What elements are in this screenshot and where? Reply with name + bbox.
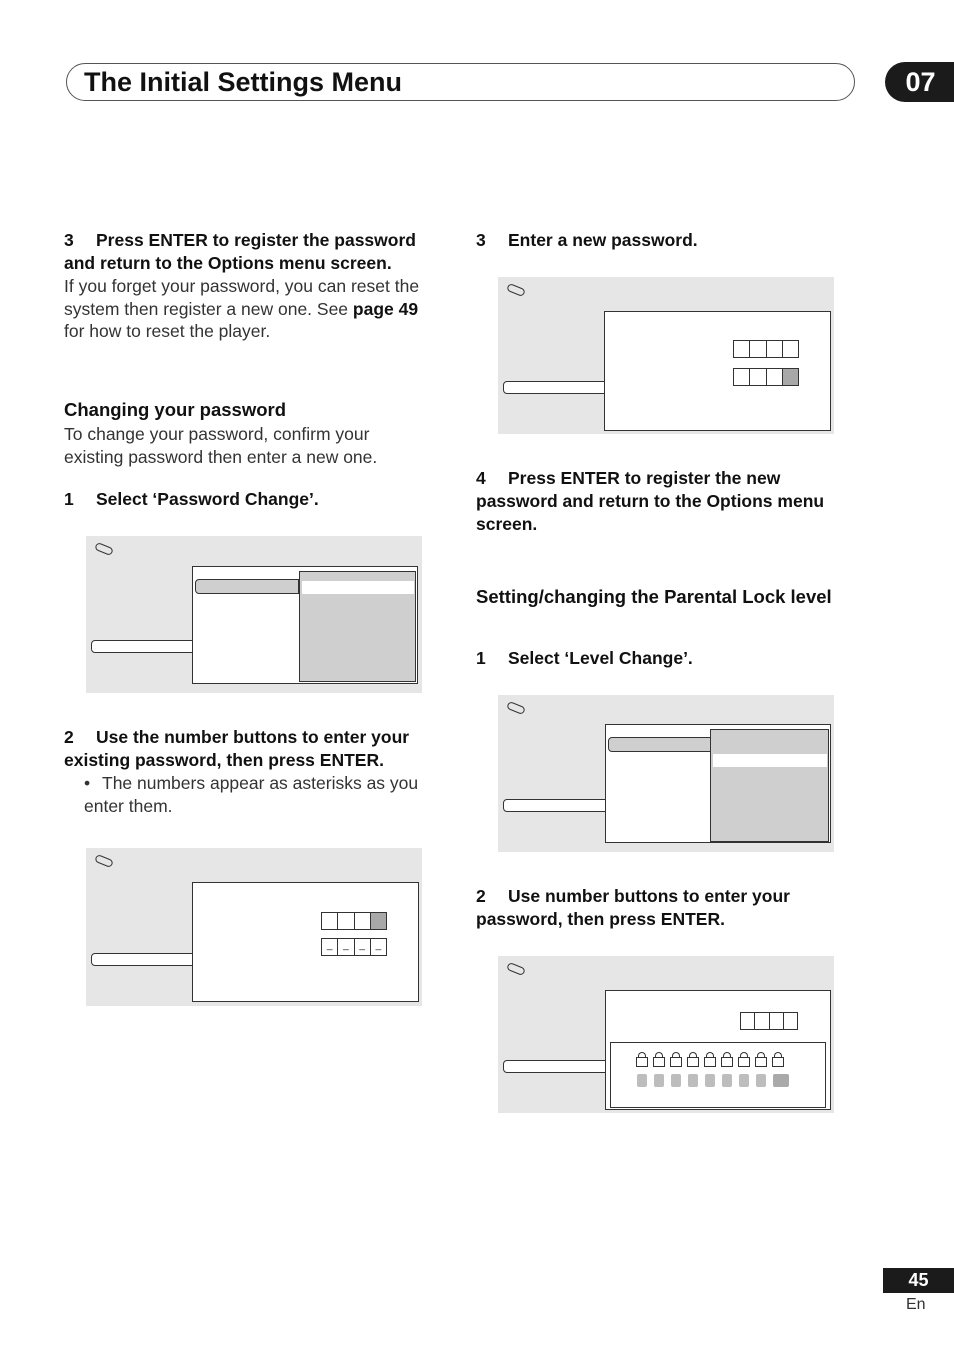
level-slot[interactable]	[688, 1074, 698, 1087]
digit-slot	[770, 1013, 784, 1029]
lock-icon	[772, 1052, 784, 1066]
page-number: 45	[883, 1268, 954, 1293]
highlighted-item[interactable]	[713, 754, 827, 767]
digit-slot-cursor	[783, 369, 798, 385]
digit-slot	[750, 369, 766, 385]
page-title: The Initial Settings Menu	[84, 67, 403, 97]
underscore-slot: _	[322, 939, 338, 955]
step-text: Select ‘Level Change’.	[508, 648, 693, 668]
password-panel	[604, 311, 831, 431]
disc-icon	[506, 283, 526, 297]
step-number: 2	[476, 886, 486, 906]
submenu-panel	[710, 729, 829, 842]
highlighted-item[interactable]	[302, 581, 414, 594]
digit-slot	[734, 369, 750, 385]
lock-level-selector[interactable]	[637, 1074, 789, 1087]
screen-parental-lock-level	[498, 956, 834, 1113]
submenu-panel	[299, 571, 416, 682]
step-number: 1	[476, 648, 486, 668]
step-number: 3	[64, 230, 74, 250]
lock-icon	[653, 1052, 665, 1066]
level-slot[interactable]	[637, 1074, 647, 1087]
lock-icon	[670, 1052, 682, 1066]
left-step-3	[64, 229, 444, 275]
paragraph-text-end: for how to reset the player.	[64, 321, 271, 341]
digit-slot	[355, 913, 371, 929]
screen-password-change-menu	[86, 536, 422, 693]
new-password-box[interactable]	[733, 368, 799, 386]
step-text: Select ‘Password Change’.	[96, 489, 319, 509]
underscore-slot: _	[338, 939, 354, 955]
page-reference-link[interactable]: page 49	[352, 298, 419, 319]
step-text: Use number buttons to enter your password, then press ENTER.	[476, 886, 790, 929]
menu-tab	[503, 1060, 607, 1073]
step-text: Press ENTER to register the password and return to the Options menu screen.	[64, 230, 416, 273]
changing-password-paragraph: To change your password, confirm your existing password then enter a new one.	[64, 424, 378, 467]
step-text: Use the number buttons to enter your existing password, then press ENTER.	[64, 727, 410, 770]
password-entry-box[interactable]	[733, 340, 799, 358]
right-step-4	[476, 467, 856, 536]
screen-existing-password	[86, 848, 422, 1006]
disc-icon	[506, 962, 526, 976]
step-number: 4	[476, 468, 486, 488]
language-label: En	[906, 1296, 926, 1313]
chapter-tab: 07	[885, 62, 954, 102]
level-slot[interactable]	[722, 1074, 732, 1087]
lock-icon	[721, 1052, 733, 1066]
digit-slot	[755, 1013, 769, 1029]
lock-icon	[738, 1052, 750, 1066]
screen-new-password	[498, 277, 834, 434]
digit-slot	[767, 369, 783, 385]
screen-level-change-menu	[498, 695, 834, 852]
lock-icon	[755, 1052, 767, 1066]
left-step-1	[64, 488, 444, 511]
step-text: Press ENTER to register the new password and return to the Options menu screen.	[476, 468, 825, 534]
underscore-slot: _	[375, 940, 382, 951]
level-slot[interactable]	[654, 1074, 664, 1087]
level-slot-selected[interactable]	[773, 1074, 789, 1087]
lock-level-icons	[636, 1052, 784, 1066]
left-step-2	[64, 726, 448, 772]
digit-slot	[750, 341, 766, 357]
forgot-password-paragraph	[64, 275, 424, 343]
step-number: 2	[64, 727, 74, 747]
parental-lock-heading: Setting/changing the Parental Lock level	[476, 586, 832, 607]
password-entry-box[interactable]	[740, 1012, 798, 1030]
step-number: 1	[64, 489, 74, 509]
step-number: 3	[476, 230, 486, 250]
level-slot[interactable]	[739, 1074, 749, 1087]
right-step-1	[476, 647, 856, 670]
changing-password-heading: Changing your password	[64, 399, 287, 420]
level-slot[interactable]	[671, 1074, 681, 1087]
options-panel	[192, 566, 418, 684]
level-slot[interactable]	[705, 1074, 715, 1087]
selected-option[interactable]	[608, 737, 712, 752]
lock-icon	[704, 1052, 716, 1066]
lock-icon	[636, 1052, 648, 1066]
digit-slot	[784, 1013, 797, 1029]
digit-slot	[767, 341, 783, 357]
underscore-slot: _	[355, 939, 371, 955]
paragraph-text: If you forget your password, you can reset the system then register a new one. See	[64, 276, 420, 319]
menu-tab	[503, 799, 607, 812]
password-panel	[605, 990, 831, 1110]
digit-slot	[322, 913, 338, 929]
password-entry-box[interactable]	[321, 912, 387, 930]
bullet-text: The numbers appear as asterisks as you enter them.	[84, 773, 419, 816]
bullet-marker: •	[84, 773, 91, 793]
digit-slot-cursor	[371, 913, 386, 929]
password-panel	[192, 882, 419, 1002]
digit-slot	[338, 913, 354, 929]
digit-slot	[734, 341, 750, 357]
digit-slot	[783, 341, 798, 357]
new-password-box[interactable]	[321, 938, 387, 956]
menu-tab	[503, 381, 607, 394]
right-step-2	[476, 885, 856, 931]
lock-icon	[687, 1052, 699, 1066]
selected-option[interactable]	[195, 579, 299, 594]
digit-slot	[741, 1013, 755, 1029]
options-panel	[605, 724, 831, 843]
disc-icon	[94, 854, 114, 868]
disc-icon	[94, 542, 114, 556]
lock-level-panel	[610, 1042, 826, 1108]
menu-tab	[91, 640, 195, 653]
asterisk-note	[84, 772, 444, 817]
disc-icon	[506, 701, 526, 715]
step-text: Enter a new password.	[508, 230, 698, 250]
level-slot[interactable]	[756, 1074, 766, 1087]
menu-tab	[91, 953, 195, 966]
right-step-3	[476, 229, 856, 252]
